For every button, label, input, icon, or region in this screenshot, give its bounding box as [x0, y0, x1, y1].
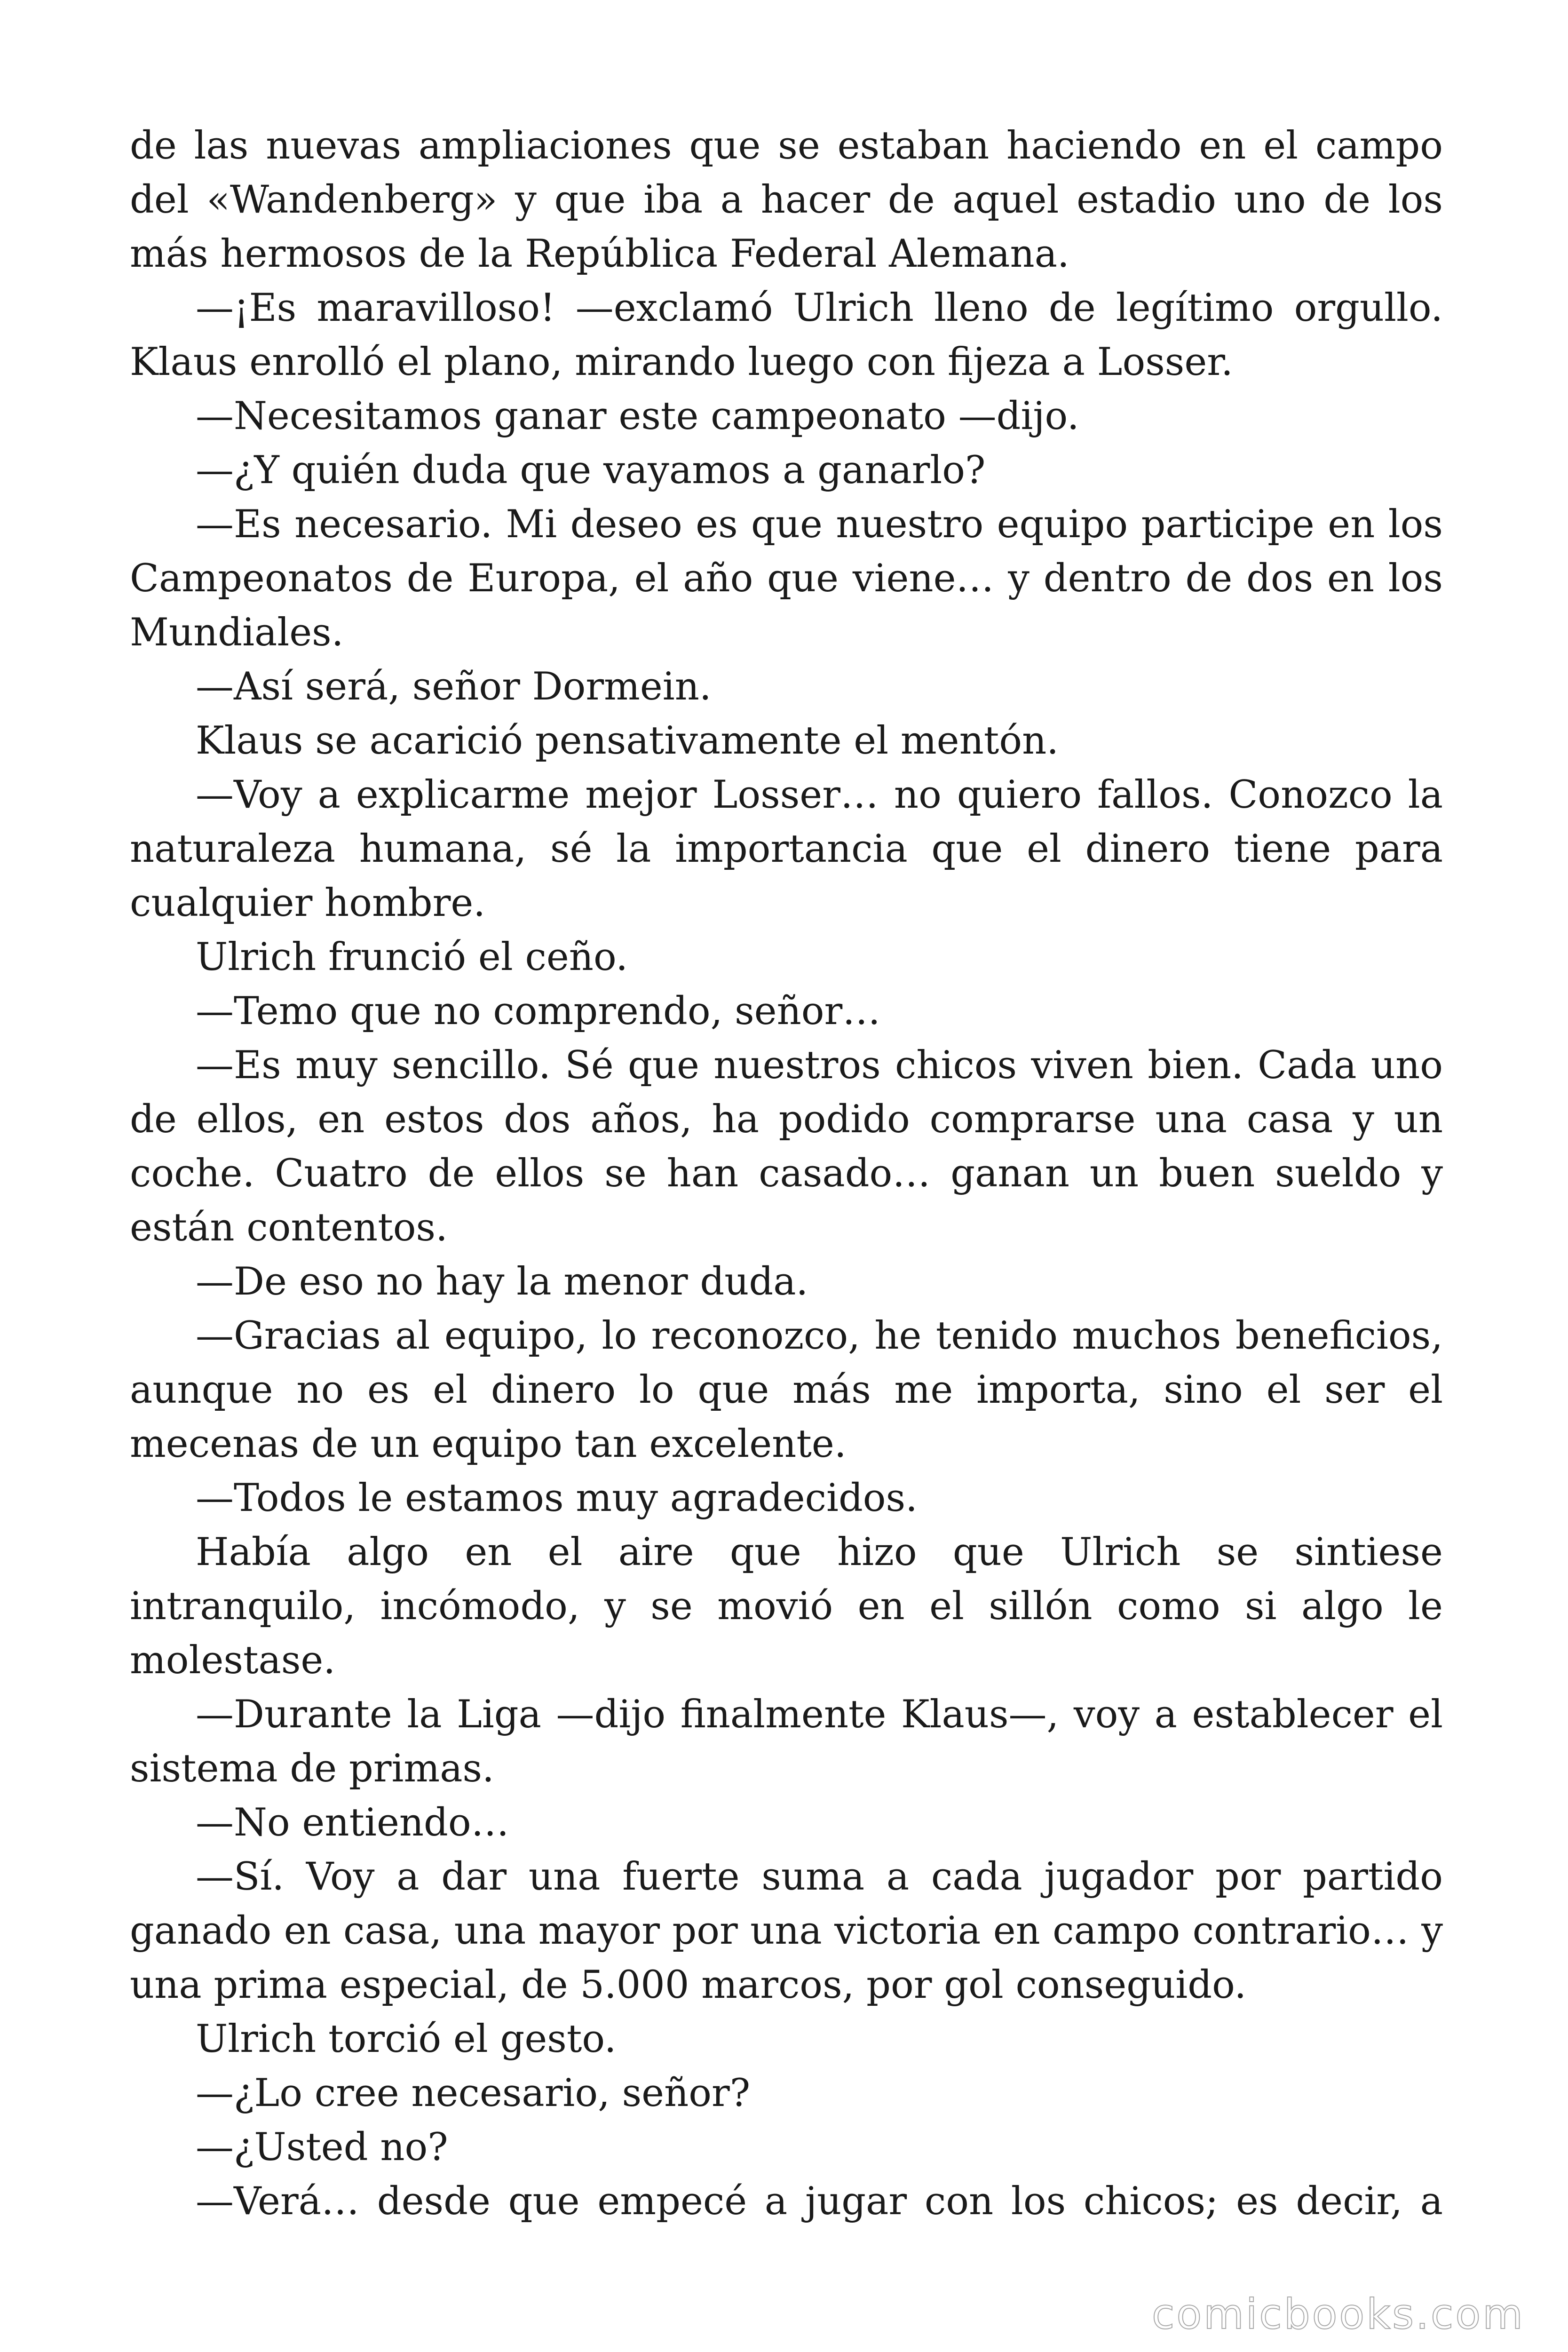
paragraph: —¿Lo cree necesario, señor?	[196, 2071, 751, 2115]
paragraph: —Sí. Voy a dar una fuerte suma a cada jugador por partido ganado en casa, una mayor por una victoria en campo contrario… y una prima especial, de 5.000 marcos, por gol conseguido.	[130, 1855, 1443, 2007]
page-text	[130, 119, 1443, 2229]
paragraph: —Verá… desde que empecé a jugar con los chicos; es decir, a	[196, 2179, 1443, 2224]
paragraph: —Es necesario. Mi deseo es que nuestro equipo participe en los Campeonatos de Europa, el año que viene… y dentro de dos en los Mundiales.	[130, 502, 1443, 655]
paragraph: —Así será, señor Dormein.	[196, 665, 712, 709]
paragraph: —Durante la Liga —dijo finalmente Klaus—, voy a establecer el sistema de primas.	[130, 1692, 1443, 1791]
paragraph: —Todos le estamos muy agradecidos.	[196, 1476, 918, 1520]
paragraph: Ulrich frunció el ceño.	[196, 935, 628, 979]
paragraph: —Voy a explicarme mejor Losser… no quiero fallos. Conozco la naturaleza humana, sé la importancia que el dinero tiene para cualquier hombre.	[130, 773, 1443, 925]
paragraph: —Es muy sencillo. Sé que nuestros chicos viven bien. Cada uno de ellos, en estos dos años, ha podido comprarse una casa y un coche. Cuatro de ellos se han casado… ganan un buen sueldo y están contentos.	[130, 1043, 1443, 1250]
paragraph: Ulrich torció el gesto.	[196, 2017, 617, 2061]
paragraph: de las nuevas ampliaciones que se estaban haciendo en el campo del «Wandenberg» y que iba a hacer de aquel estadio uno de los más hermosos de la República Federal Alemana.	[130, 124, 1443, 276]
paragraph: —¿Usted no?	[196, 2125, 448, 2169]
paragraph: —De eso no hay la menor duda.	[196, 1260, 808, 1304]
paragraph: —¡Es maravilloso! —exclamó Ulrich lleno de legítimo orgullo. Klaus enrolló el plano, mirando luego con fijeza a Losser.	[130, 286, 1443, 384]
paragraph: —Gracias al equipo, lo reconozco, he tenido muchos beneficios, aunque no es el dinero lo que más me importa, sino el ser el mecenas de un equipo tan excelente.	[130, 1314, 1443, 1466]
paragraph: —No entiendo…	[196, 1801, 509, 1845]
paragraph: —Temo que no comprendo, señor…	[196, 989, 881, 1033]
paragraph: —Necesitamos ganar este campeonato —dijo.	[196, 394, 1079, 438]
paragraph: Había algo en el aire que hizo que Ulrich se sintiese intranquilo, incómodo, y se movió en el sillón como si algo le molestase.	[130, 1530, 1443, 1683]
watermark: comicbooks.com	[1151, 2290, 1525, 2338]
paragraph: Klaus se acarició pensativamente el mentón.	[196, 719, 1059, 763]
paragraph: —¿Y quién duda que vayamos a ganarlo?	[196, 448, 986, 493]
